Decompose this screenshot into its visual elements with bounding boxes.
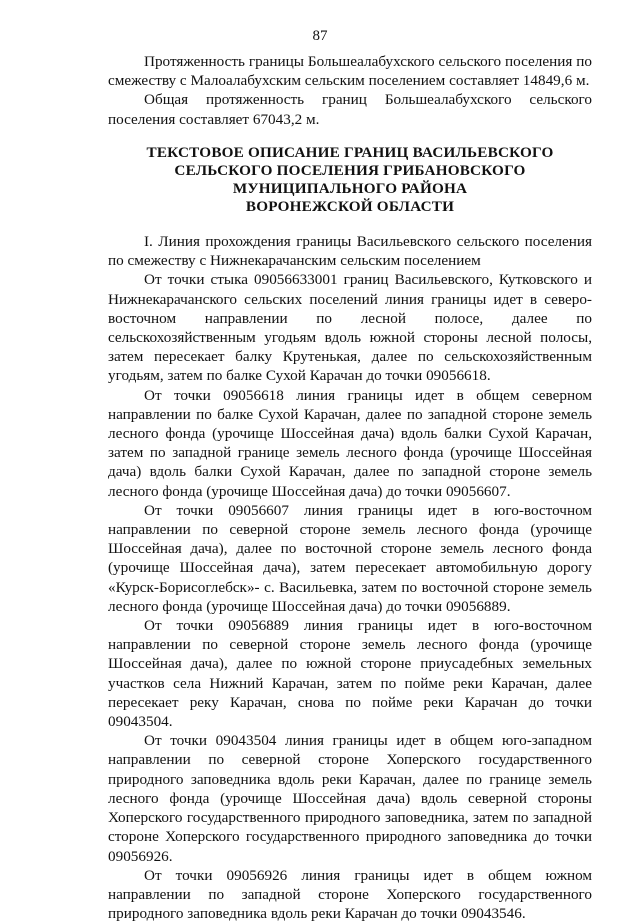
- heading-line: ТЕКСТОВОЕ ОПИСАНИЕ ГРАНИЦ ВАСИЛЬЕВСКОГО: [146, 144, 554, 161]
- intro-block: [108, 52, 592, 129]
- heading-line: МУНИЦИПАЛЬНОГО РАЙОНА: [232, 180, 468, 197]
- section-title: I. Линия прохождения границы Васильевского сельского поселения по смежеству с Нижнекарачанским сельским поселением: [108, 233, 592, 270]
- body-paragraph: От точки 09056926 линия границы идет в общем южном направлении по западной стороне Хоперского государственного природного заповедника вдоль реки Карачан до точки 09043546.: [108, 866, 592, 923]
- body-paragraph: От точки 09056889 линия границы идет в юго-восточном направлении по северной стороне земель лесного фонда (урочище Шоссейная дача), далее по южной стороне приусадебных земельных участков села Нижний Карачан, затем по пойме реки Карачан, далее пересекает реку Карачан, снова по пойме реки Карачан до точки 09043504.: [108, 617, 592, 731]
- document-heading: [108, 144, 592, 216]
- body-paragraph: От точки стыка 09056633001 границ Васильевского, Кутковского и Нижнекарачанского сельских поселений линия границы идет в северо-восточном направлении по лесной полосе, далее по сельскохозяйственным угодьям вдоль южной стороны лесной полосы, затем пересекает балку Крутенькая, далее по сельскохозяйственным угодьям, затем по балке Сухой Карачан до точки 09056618.: [108, 271, 592, 385]
- intro-paragraph: Общая протяженность границ Большеалабухского сельского поселения составляет 67043,2 м.: [108, 91, 592, 128]
- intro-paragraph: Протяженность границы Большеалабухского сельского поселения по смежеству с Малоалабухским сельским поселением составляет 14849,6 м.: [108, 53, 592, 90]
- heading-line: ВОРОНЕЖСКОЙ ОБЛАСТИ: [245, 198, 455, 215]
- page-number: 87: [312, 28, 328, 44]
- body-paragraph: От точки 09043504 линия границы идет в общем юго-западном направлении по северной стороне Хоперского государственного природного заповедника вдоль реки Карачан, далее по границе земель лесного фонда (урочище Шоссейная дача) вдоль северной стороны Хоперского государственного природного заповедника, затем по западной стороне Хоперского государственного природного заповедника до точки 09056926.: [108, 732, 592, 865]
- heading-line: СЕЛЬСКОГО ПОСЕЛЕНИЯ ГРИБАНОВСКОГО: [174, 162, 526, 179]
- body-paragraph: От точки 09056607 линия границы идет в юго-восточном направлении по северной стороне земель лесного фонда (урочище Шоссейная дача), далее по восточной стороне земель лесного фонда (урочище Шоссейная дача), затем пересекает автомобильную дорогу «Курск-Борисоглебск»- с. Васильевка, затем по восточной стороне земель лесного фонда (урочище Шоссейная дача) до точки 09056889.: [108, 501, 592, 615]
- body-block: [108, 232, 592, 923]
- body-paragraph: От точки 09056618 линия границы идет в общем северном направлении по балке Сухой Карачан, далее по западной стороне земель лесного фонда (урочище Шоссейная дача) вдоль балки Сухой Карачан, затем по западной границе земель лесного фонда (урочище Шоссейная дача) вдоль балки Сухой Карачан, далее по западной стороне земель лесного фонда (урочище Шоссейная дача) до точки 09056607.: [108, 386, 592, 500]
